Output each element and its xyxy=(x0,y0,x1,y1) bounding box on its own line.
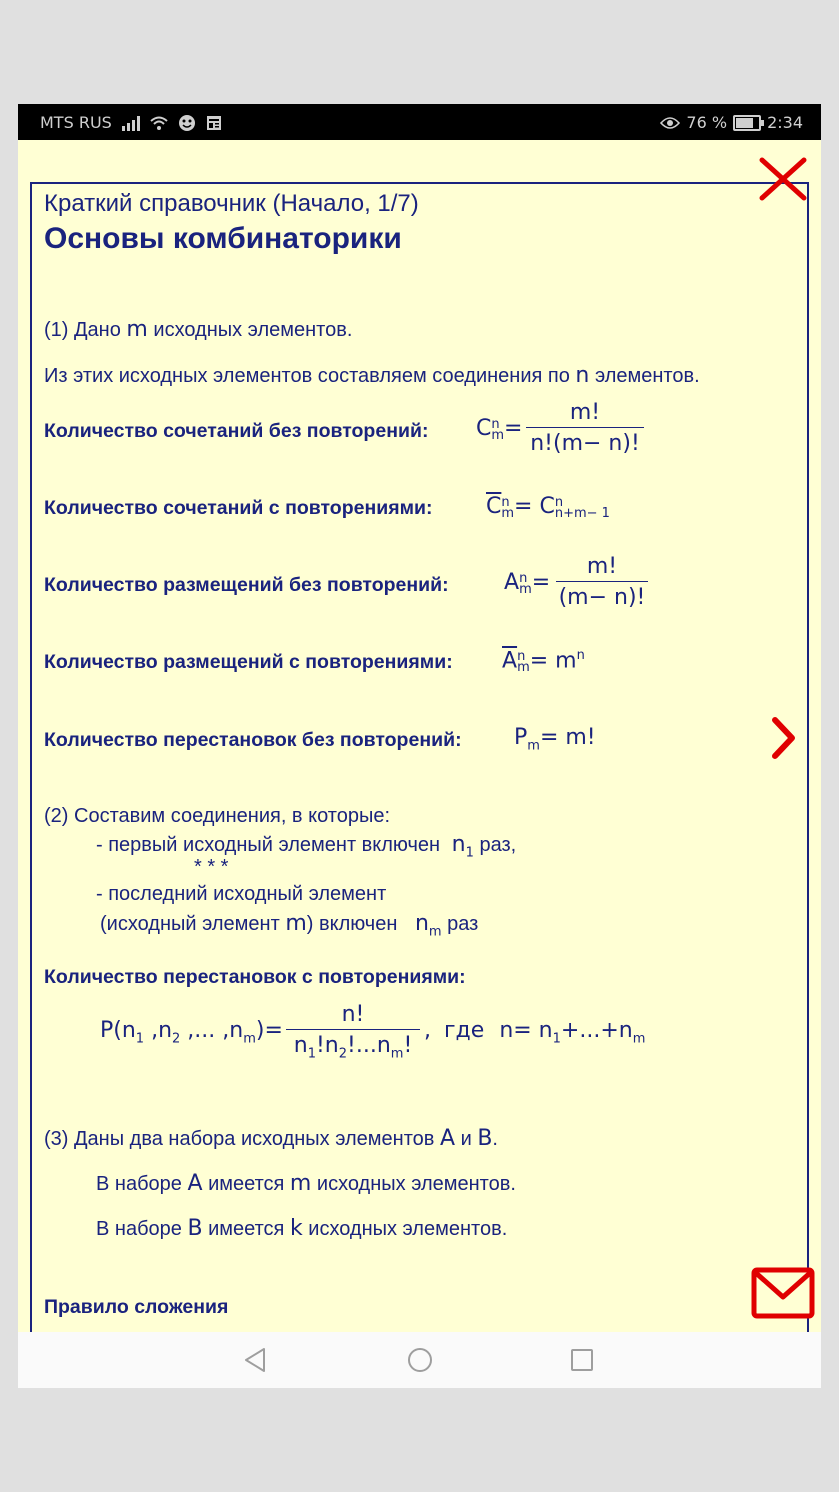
carrier-name: MTS RUS xyxy=(40,113,112,132)
status-bar xyxy=(18,104,821,140)
section2-line3: (исходный элемент m) включен $n_m$ раз xyxy=(100,911,479,940)
section1-intro-2: Из этих исходных элементов составляем соединения по n элементов. xyxy=(44,363,700,388)
section2-line1: - первый исходный элемент включен $n_1$ раз, xyxy=(96,832,517,861)
close-icon[interactable] xyxy=(758,156,808,202)
arrangements-formula-lhs: A n m = xyxy=(504,570,551,597)
combinations-formula-lhs: C n m = xyxy=(476,416,523,443)
phone-screen xyxy=(18,104,821,1388)
arrangements-formula-fraction: $\frac{m!}{(m- n)!}$ xyxy=(556,554,648,610)
combinations-rep-label: Количество сочетаний с повторениями: xyxy=(44,497,433,519)
battery-icon xyxy=(733,115,761,131)
news-icon xyxy=(206,115,222,131)
permutations-rep-formula-fraction: $\frac{n!}{n_1!n_2!...n_m!}$ xyxy=(286,1002,420,1061)
section3-set-b: В наборе B имеется k исходных элементов. xyxy=(96,1216,508,1241)
combinations-no-rep-label: Количество сочетаний без повторений: xyxy=(44,420,429,442)
section2-line2: - последний исходный элемент xyxy=(96,883,387,905)
home-icon[interactable] xyxy=(406,1346,434,1374)
arrangements-no-rep-label: Количество размещений без повторений: xyxy=(44,574,449,596)
page-subtitle: Краткий справочник (Начало, 1/7) xyxy=(44,190,419,217)
back-icon[interactable] xyxy=(242,1346,268,1374)
arrangements-rep-formula: $\overline{A}$ n m = $m^n$ xyxy=(502,648,585,676)
section2-intro: (2) Составим соединения, в которые: xyxy=(44,805,391,827)
combinations-formula-fraction: $\frac{m!}{n!(m- n)!}$ xyxy=(526,400,644,456)
clock: 2:34 xyxy=(767,113,803,132)
recents-icon[interactable] xyxy=(569,1346,595,1374)
chevron-right-icon[interactable] xyxy=(770,716,798,760)
eye-icon xyxy=(660,116,680,130)
permutations-rep-formula-where: , где $n= n_1+...+n_m$ xyxy=(424,1018,646,1047)
permutations-no-rep-label: Количество перестановок без повторений: xyxy=(44,729,462,751)
sum-rule-heading: Правило сложения xyxy=(44,1296,229,1318)
arrangements-rep-label: Количество размещений с повторениями: xyxy=(44,651,453,673)
permutations-rep-formula-lhs: $P(n_1$ $,n_2$ ,... $,n_m)=$ xyxy=(100,1018,283,1047)
notification-icon xyxy=(178,114,196,132)
section1-intro: (1) Дано m исходных элементов. xyxy=(44,317,353,342)
page-title: Основы комбинаторики xyxy=(44,222,402,255)
wifi-icon xyxy=(150,115,168,131)
mail-icon[interactable] xyxy=(751,1267,815,1319)
combinations-rep-formula: $\overline{C}$ n m = C n n+m− 1 xyxy=(486,494,610,521)
section3-intro: (3) Даны два набора исходных элементов A и B. xyxy=(44,1126,498,1151)
battery-percent: 76 % xyxy=(686,113,728,132)
signal-icon xyxy=(122,115,140,131)
permutations-formula: $P_m= m$! xyxy=(514,725,596,754)
permutations-rep-label: Количество перестановок с повторениями: xyxy=(44,966,466,988)
section3-set-a: В наборе A имеется m исходных элементов. xyxy=(96,1171,516,1196)
navigation-bar xyxy=(18,1332,821,1388)
section2-stars: * * * xyxy=(194,856,229,878)
